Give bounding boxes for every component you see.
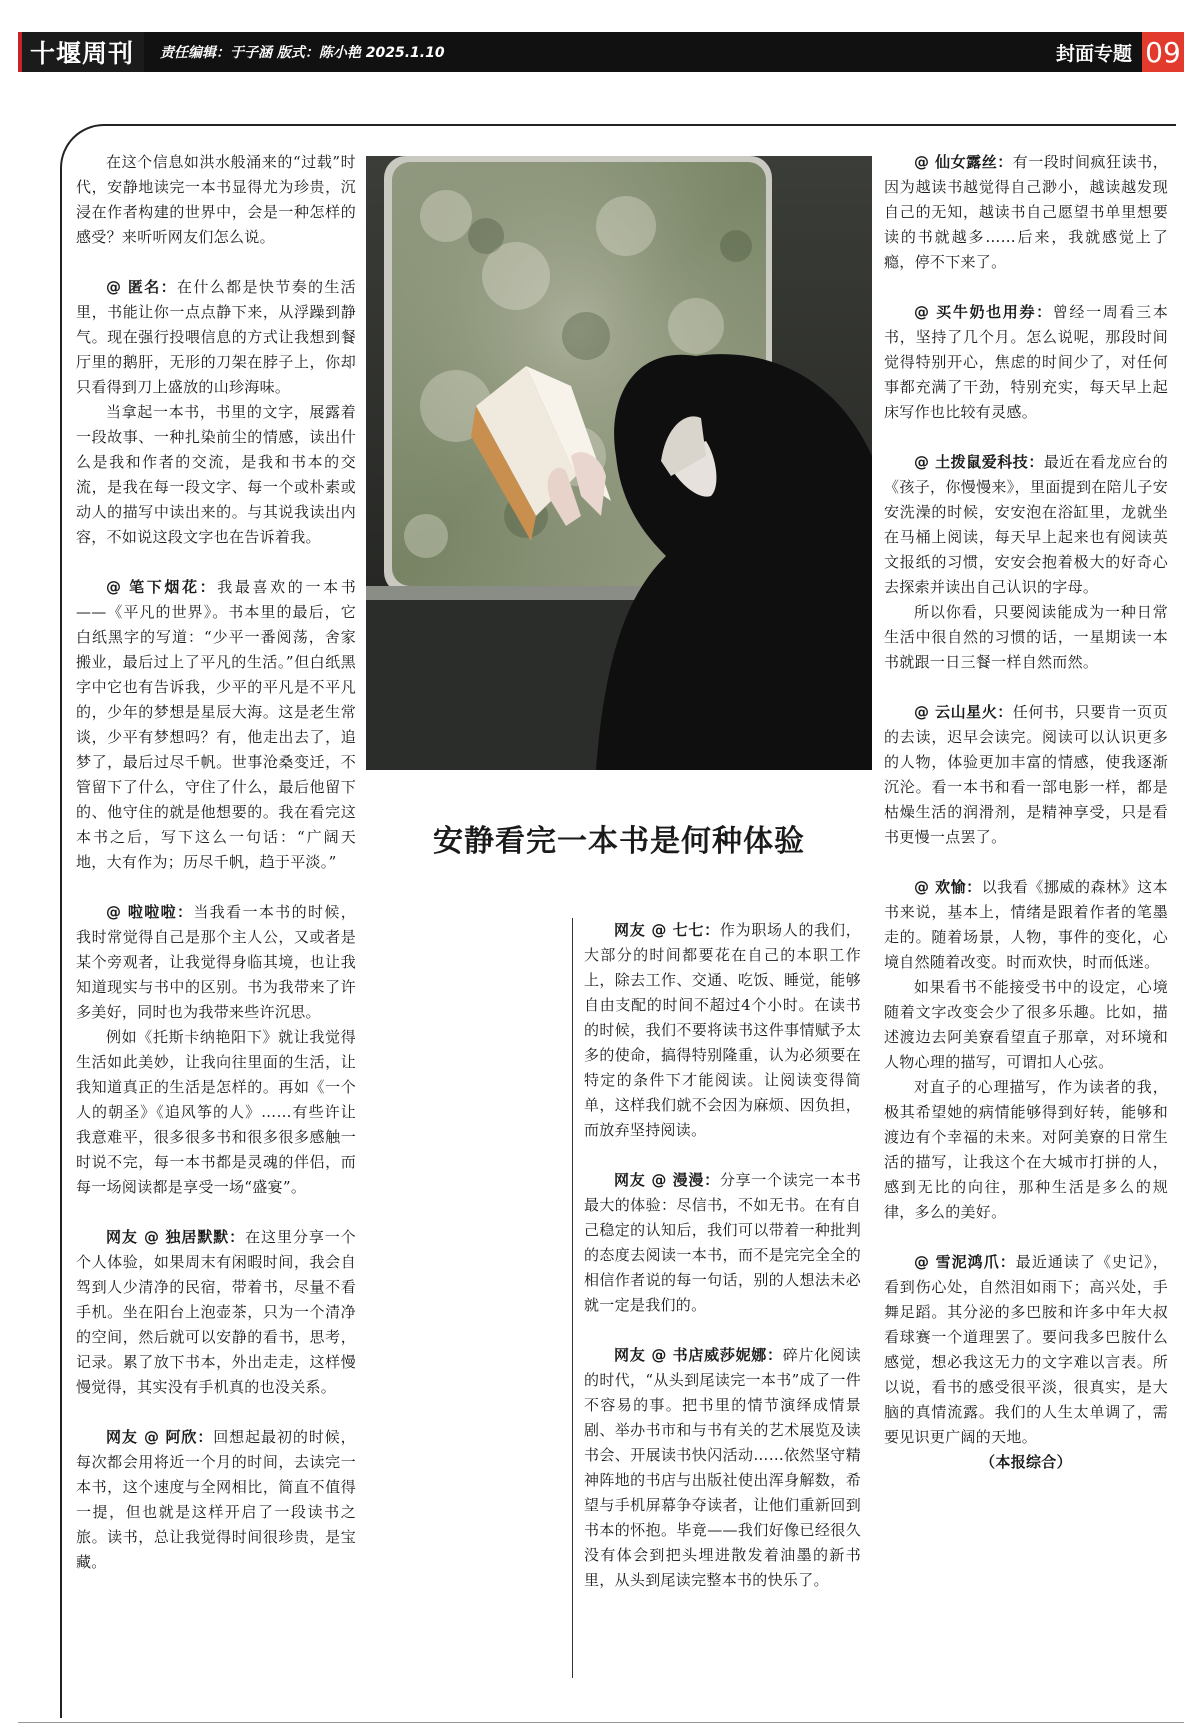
- reading-person-photo: [366, 156, 872, 770]
- comment-text: 在这个信息如洪水般涌来的“过载”时代，安静地读完一本书显得尤为珍贵，沉浸在作者构建的世界中，会是一种怎样的感受？来听听网友们怎么说。: [76, 153, 356, 246]
- article-column-right: [884, 150, 1168, 1475]
- comment-author: @ 雪泥鸿爪：: [914, 1253, 1016, 1271]
- article-column-middle: [584, 918, 861, 1593]
- editor-meta: 责任编辑：于子涵 版式：陈小艳 2025.1.10: [160, 45, 445, 61]
- comment-text: 最近在看龙应台的《孩子，你慢慢来》，里面提到在陪儿子安安洗澡的时候，安安泡在浴缸里，龙就坐在马桶上阅读，每天早上起来也有阅读英文报纸的习惯，安安会抱着极大的好奇心去探索并读出自己认识的字母。: [884, 453, 1168, 596]
- comment-author: 网友 @ 七七：: [614, 921, 720, 939]
- header-bar: [18, 32, 1184, 72]
- comment-paragraph: [884, 300, 1168, 425]
- comment-author: @ 仙女露丝：: [914, 153, 1013, 171]
- comment-author: @ 笔下烟花：: [106, 578, 218, 596]
- comment-paragraph: [884, 975, 1168, 1075]
- comment-text: 曾经一周看三本书，坚持了几个月。怎么说呢，那段时间觉得特别开心，焦虑的时间少了，对任何事都充满了干劲，特别充实，每天早上起床写作也比较有灵感。: [884, 303, 1168, 421]
- masthead-logo: [18, 32, 144, 72]
- page-number: 09: [1142, 32, 1184, 72]
- page-bottom-rule: [18, 1722, 1184, 1723]
- comment-paragraph: [76, 400, 356, 550]
- article-column-left: [76, 150, 356, 1575]
- article-headline: 安静看完一本书是何种体验: [433, 824, 805, 859]
- cover-photo: [366, 156, 872, 770]
- masthead-title: 十堰周刊: [30, 39, 135, 68]
- comment-author: 网友 @ 书店威莎妮娜：: [614, 1346, 783, 1364]
- comment-paragraph: [884, 150, 1168, 275]
- comment-paragraph: [884, 450, 1168, 600]
- comment-text: 回想起最初的时候，每次都会用将近一个月的时间，去读完一本书，这个速度与全网相比，简直不值得一提，但也就是这样开启了一段读书之旅。读书，总让我觉得时间很珍贵，是宝藏。: [76, 1428, 356, 1571]
- comment-paragraph: [584, 1168, 861, 1318]
- comment-paragraph: [884, 700, 1168, 850]
- comment-text: 例如《托斯卡纳艳阳下》就让我觉得生活如此美妙，让我向往里面的生活，让我知道真正的生活是怎样的。再如《一个人的朝圣》《追风筝的人》……有些许让我意难平，很多很多书和很多很多感触一时说不完，每一本书都是灵魂的伴侣，而每一场阅读都是享受一场“盛宴”。: [76, 1028, 356, 1196]
- comment-text: 分享一个读完一本书最大的体验：尽信书，不如无书。在有自己稳定的认知后，我们可以带着一种批判的态度去阅读一本书，而不是完完全全的相信作者说的每一句话，别的人想法未必就一定是我们的。: [584, 1171, 861, 1314]
- comment-paragraph: [884, 1250, 1168, 1450]
- comment-author: @ 云山星火：: [914, 703, 1013, 721]
- comment-text: 在什么都是快节奏的生活里，书能让你一点点静下来，从浮躁到静气。现在强行投喂信息的方式让我想到餐厅里的鹅肝，无形的刀架在脖子上，你却只看得到刀上盛放的山珍海味。: [76, 278, 356, 396]
- comment-author: @ 买牛奶也用券：: [914, 303, 1053, 321]
- comment-paragraph: [76, 1225, 356, 1400]
- comment-author: 网友 @ 独居默默：: [106, 1228, 246, 1246]
- comment-text: 最近通读了《史记》，看到伤心处，自然泪如雨下；高兴处，手舞足蹈。其分泌的多巴胺和许多中年大叔看球赛一个道理罢了。要问我多巴胺什么感觉，想必我这无力的文字难以言表。所以说，看书的感受很平淡，很真实，是大脑的真情流露。我们的人生太单调了，需要见识更广阔的天地。: [884, 1253, 1168, 1446]
- comment-paragraph: [884, 875, 1168, 975]
- column-divider: [572, 918, 573, 1678]
- comment-text: 如果看书不能接受书中的设定，心境随着文字改变会少了很多乐趣。比如，描述渡边去阿美寮看望直子那章，对环境和人物心理的描写，可谓扣人心弦。: [884, 978, 1168, 1071]
- comment-author: 网友 @ 阿欣：: [106, 1428, 214, 1446]
- comment-text: 当拿起一本书，书里的文字，展露着一段故事、一种扎染前尘的情感，读出什么是我和作者的交流，是我和书本的交流，是我在每一段文字、每一个或朴素或动人的描写中读出来的。与其说我读出内容，不如说这段文字也在告诉着我。: [76, 403, 356, 546]
- comment-paragraph: [584, 918, 861, 1143]
- comment-text: 对直子的心理描写，作为读者的我，极其希望她的病情能够得到好转，能够和渡边有个幸福的未来。对阿美寮的日常生活的描写，让我这个在大城市打拼的人，感到无比的向往，那种生活是多么的规律，多么的美好。: [884, 1078, 1168, 1221]
- comment-paragraph: [76, 275, 356, 400]
- comment-text: 我最喜欢的一本书——《平凡的世界》。书本里的最后，它白纸黑字的写道：“少平一番阅荡，舍家搬业，最后过上了平凡的生活。”但白纸黑字中它也有告诉我，少平的平凡是不平凡的，少年的梦想是星辰大海。这是老生常谈，少平有梦想吗？有，他走出去了，追梦了，最后过尽千帆。世事沧桑变迁，不管留下了什么，守住了什么，最后他留下的、他守住的就是他想要的。我在看完这本书之后，写下这么一句话：“广阔天地，大有作为；历尽千帆，趋于平淡。”: [76, 578, 356, 871]
- comment-text: 作为职场人的我们，大部分的时间都要花在自己的本职工作上，除去工作、交通、吃饭、睡觉，能够自由支配的时间不超过4个小时。在读书的时候，我们不要将读书这件事情赋予太多的使命，搞得特别隆重，认为必须要在特定的条件下才能阅读。让阅读变得简单，这样我们就不会因为麻烦、因负担，而放弃坚持阅读。: [584, 921, 861, 1139]
- comment-text: 所以你看，只要阅读能成为一种日常生活中很自然的习惯的话，一星期读一本书就跟一日三餐一样自然而然。: [884, 603, 1168, 671]
- comment-text: 有一段时间疯狂读书，因为越读书越觉得自己渺小，越读越发现自己的无知，越读书自己愿望书单里想要读的书就越多……后来，我就感觉上了瘾，停不下来了。: [884, 153, 1168, 271]
- comment-text: 碎片化阅读的时代，“从头到尾读完一本书”成了一件不容易的事。把书里的情节演绎成情景剧、举办书市和与书有关的艺术展览及读书会、开展读书快闪活动……依然坚守精神阵地的书店与出版社使出浑身解数，希望与手机屏幕争夺读者，让他们重新回到书本的怀抱。毕竟——我们好像已经很久没有体会到把头埋进散发着油墨的新书里，从头到尾读完整本书的快乐了。: [584, 1346, 861, 1589]
- comment-author: @ 土拨鼠爱科技：: [914, 453, 1044, 471]
- comment-paragraph: [584, 1343, 861, 1593]
- comment-author: @ 啦啦啦：: [106, 903, 194, 921]
- comment-author: 网友 @ 漫漫：: [614, 1171, 720, 1189]
- comment-text: 在这里分享一个个人体验，如果周末有闲暇时间，我会自驾到人少清净的民宿，带着书，尽量不看手机。坐在阳台上泡壶茶，只为一个清净的空间，然后就可以安静的看书，思考，记录。累了放下书本，外出走走，这样慢慢觉得，其实没有手机真的也没关系。: [76, 1228, 356, 1396]
- comment-author: @ 匿名：: [106, 278, 177, 296]
- comment-paragraph: [884, 1075, 1168, 1225]
- comment-text: 当我看一本书的时候，我时常觉得自己是那个主人公，又或者是某个旁观者，让我觉得身临其境，也让我知道现实与书中的区别。书为我带来了许多美好，同时也为我带来些许沉思。: [76, 903, 356, 1021]
- comment-paragraph: [76, 1425, 356, 1575]
- comment-paragraph: [76, 150, 356, 250]
- comment-text: 以我看《挪威的森林》这本书来说，基本上，情绪是跟着作者的笔墨走的。随着场景，人物，事件的变化，心境自然随着改变。时而欢快，时而低迷。: [884, 878, 1168, 971]
- comment-author: @ 欢愉：: [914, 878, 982, 896]
- section-title: 封面专题: [1055, 42, 1132, 65]
- comment-paragraph: [884, 600, 1168, 675]
- source-note: （本报综合）: [980, 1453, 1072, 1471]
- comment-paragraph: [76, 900, 356, 1025]
- comment-paragraph: [76, 1025, 356, 1200]
- comment-paragraph: [76, 575, 356, 875]
- comment-text: 任何书，只要肯一页页的去读，迟早会读完。阅读可以认识更多的人物，体验更加丰富的情感，使我逐渐沉沦。看一本书和看一部电影一样，都是枯燥生活的润滑剂，是精神享受，只是看书更慢一点罢了。: [884, 703, 1168, 846]
